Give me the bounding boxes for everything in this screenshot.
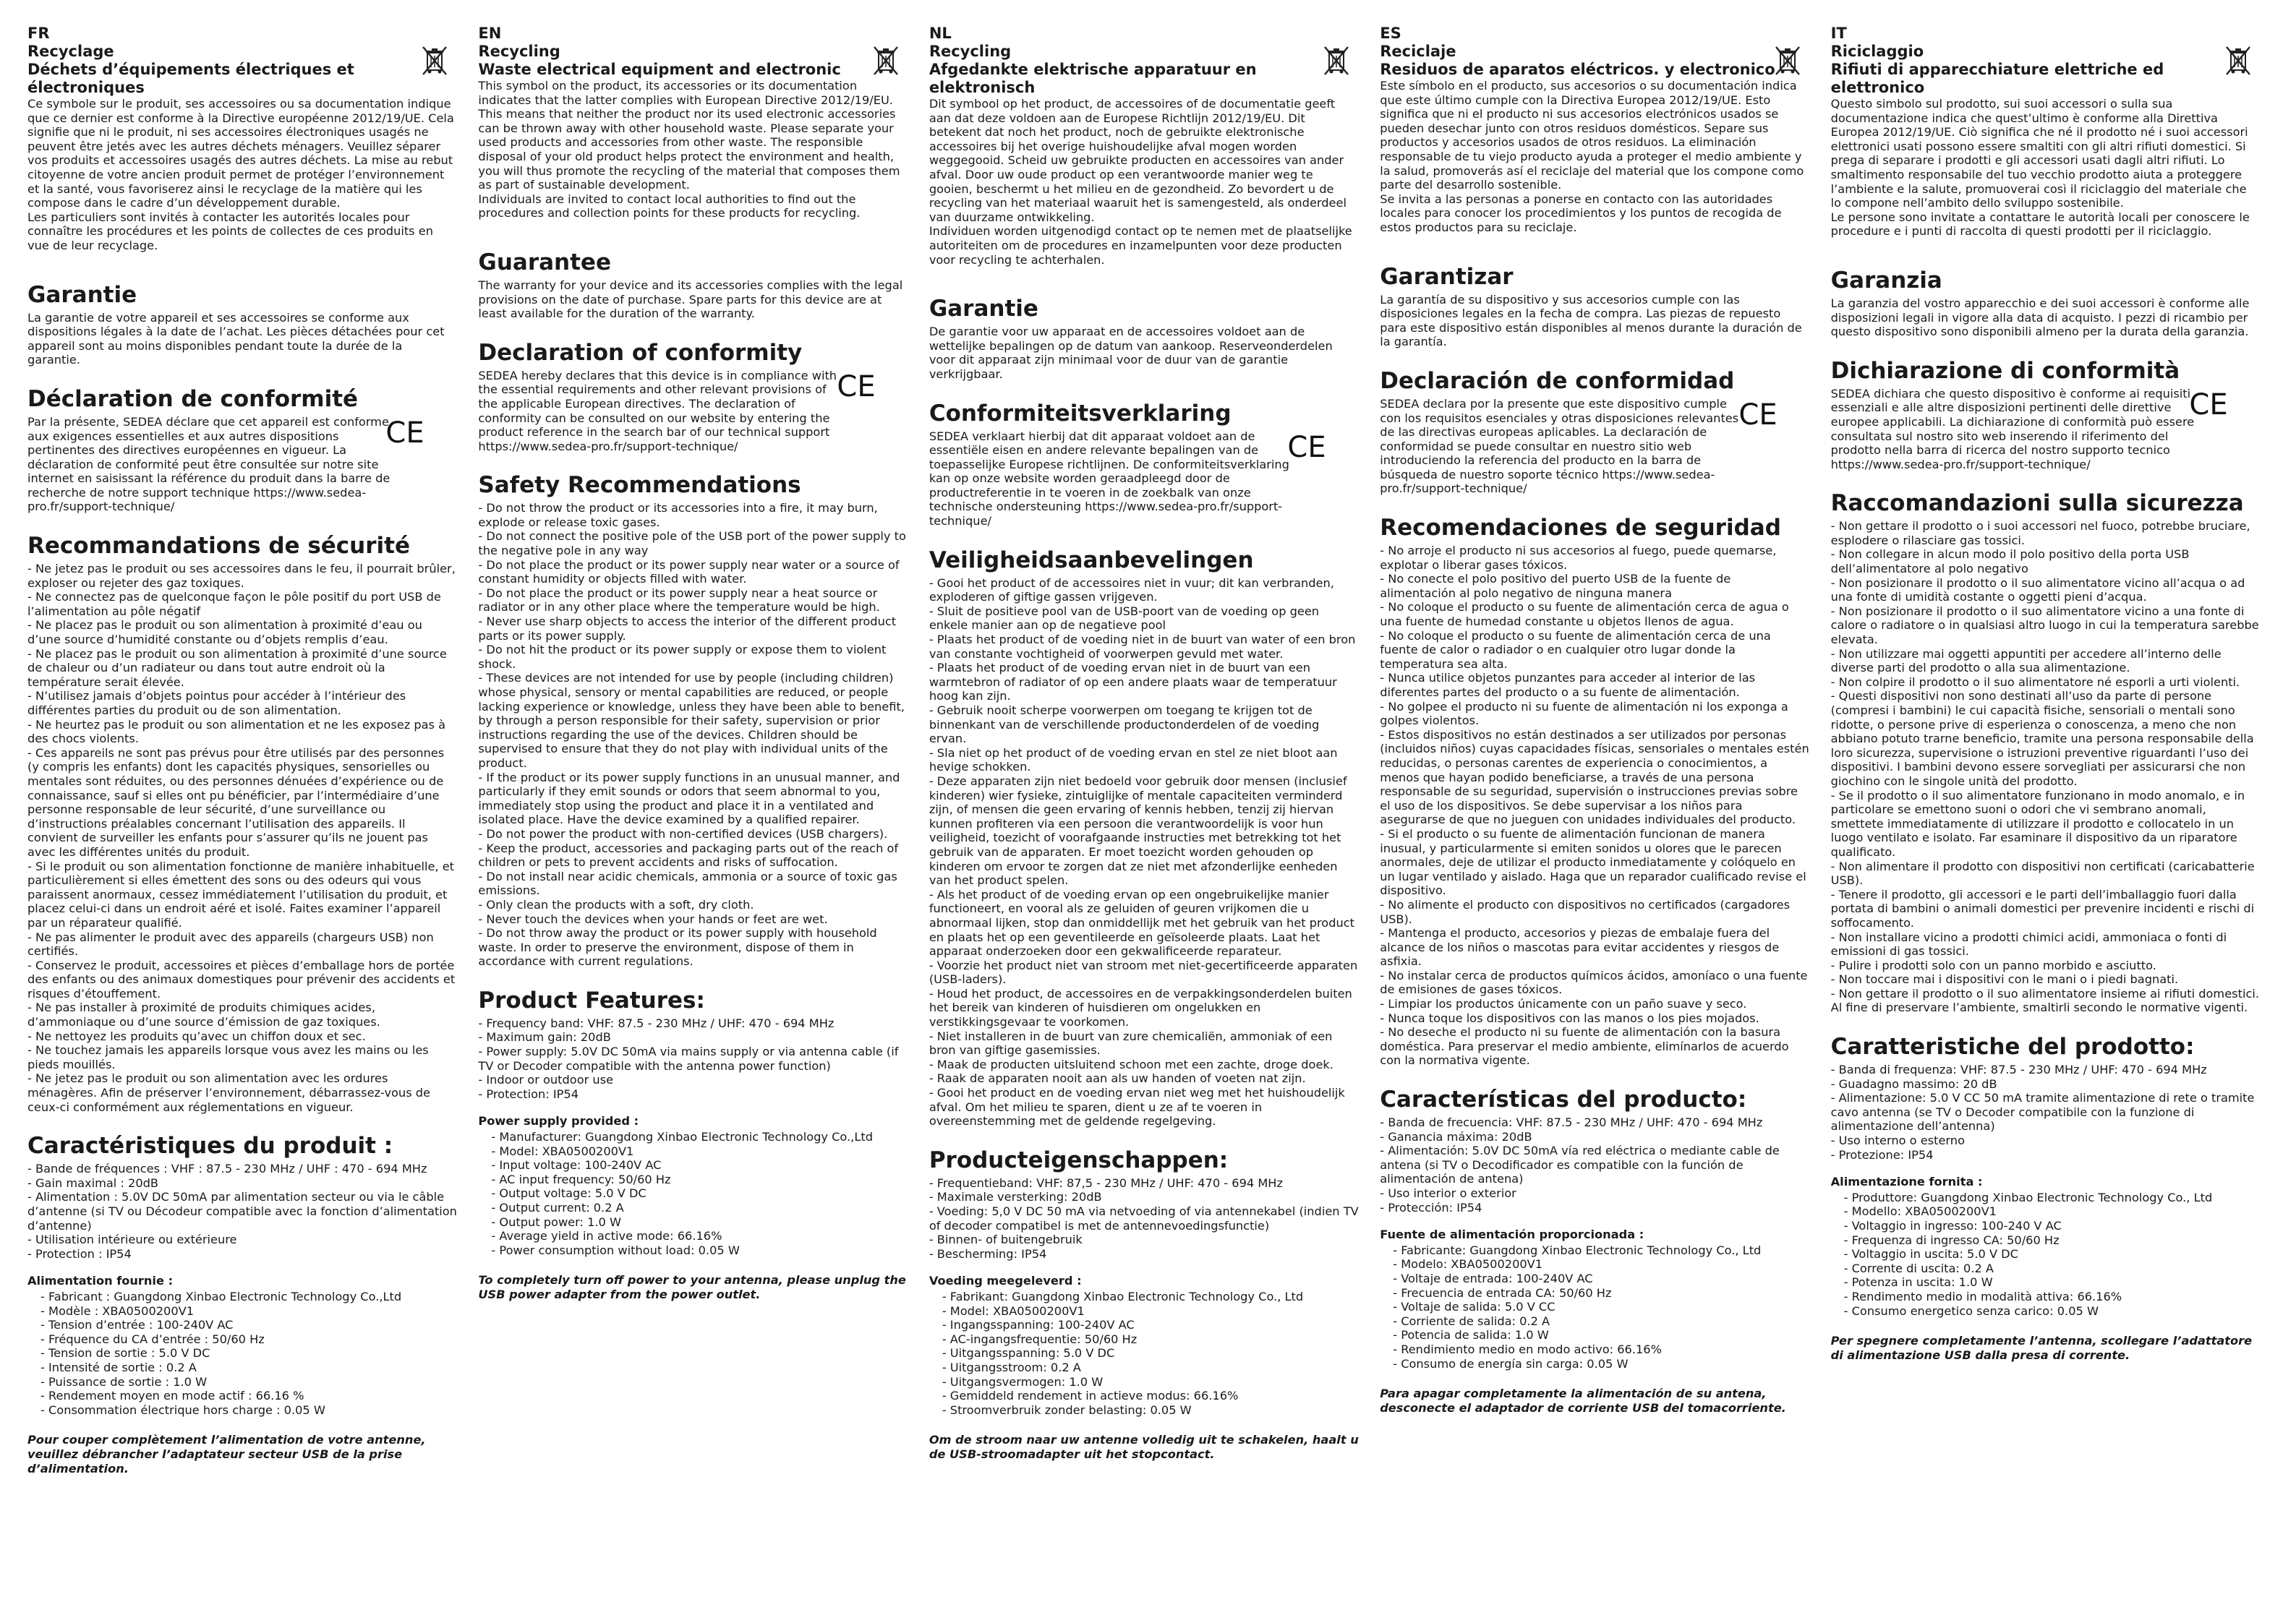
list-item: - Ne pas installer à proximité de produits chimiques acides, d’ammoniaque ou d’une source d’émission de gaz toxiques. (27, 1001, 380, 1029)
list-item: - Intensité de sortie : 0.2 A (40, 1360, 197, 1374)
guarantee-text: La garantie de votre appareil et ses accessoires se conforme aux dispositions légales à la date de l’achat. Les pièces détachées pour cet appareil sont au moins disponibles pendant toute la durée de la garantie. (27, 310, 445, 367)
features-list (1831, 1063, 2261, 1162)
language-code: FR (27, 25, 50, 42)
list-item: - Protection : IP54 (27, 1246, 132, 1261)
list-item: - Deze apparaten zijn niet bedoeld voor gebruik door mensen (inclusief kinderen) wier fysieke, zintuiglijke of mentale capaciteiten verminderd zijn, of mensen die geen ervaring of kennis hebben, tenzij zij hiervan kunnen profiteren via een persoon die verantwoordelijk is voor hun veiligheid, toezicht of voorafgaande instructies met betrekking tot het gebruik van de apparaten. Er moet toezicht worden gehouden op kinderen om ervoor te zorgen dat ze niet met afzonderlijke eenheden van het product spelen. (929, 774, 1347, 888)
language-column-es (1380, 25, 1830, 1619)
list-item: - Corrente di uscita: 0.2 A (1843, 1261, 1994, 1275)
list-item: - Input voltage: 100-240V AC (491, 1158, 662, 1173)
guarantee-text: La garanzia del vostro apparecchio e dei suoi accessori è conforme alle disposizioni legali in vigore alla data di acquisto. I pezzi di ricambio per questo dispositivo sono disponibili almeno per la durata della garanzia. (1830, 296, 2250, 339)
crossed-bin-icon (421, 45, 448, 77)
guarantee-text: The warranty for your device and its accessories complies with the legal provisions on the date of purchase. Spare parts for this device are at least available for the duration of the warranty. (478, 278, 903, 321)
list-item: - Gooi het product of de accessoires niet in vuur; dit kan verbranden, exploderen of giftige gassen vrijgeven. (929, 575, 1334, 604)
list-item: - Stroomverbruik zonder belasting: 0.05 W (942, 1403, 1192, 1417)
ce-mark-text: CE (837, 369, 876, 402)
conformity-text: SEDEA hereby declares that this device is in compliance with the essential requirements and other relevant provisions of the applicable European directives. The declaration of conformity can be consulted on our website by entering the product reference in the search bar of our technical support https://www.sedea-pro.fr/support-technique/ (478, 368, 837, 453)
recycling-text: Questo simbolo sul prodotto, sui suoi accessori o sulla sua documentazione indica che quest’ultimo è conforme alla Direttiva Europea 2012/19/UE. Ciò significa che né il prodotto né i suoi accessori elettronici usati possono essere smaltiti con gli altri rifiuti domestici. Si prega di separare i prodotti e gli accessori usati dagli altri rifiuti. Lo smaltimento responsabile del tuo vecchio prodotto aiuta a proteggere l’ambiente e la salute, promuoverai così il riciclaggio del materiale che lo compone nell’ambito dello sviluppo sostenibile. (1830, 97, 2248, 210)
list-item: - Voltaggio in uscita: 5.0 V DC (1843, 1247, 2018, 1262)
list-item: - Ne heurtez pas le produit ou son alimentation et ne les exposez pas à des chocs violents. (27, 717, 446, 746)
safety-list (478, 501, 908, 969)
power-off-note: Para apagar completamente la alimentación de su antena, desconecte el adaptador de corriente USB del tomacorriente. (1380, 1387, 1786, 1415)
power-off-note: Pour couper complètement l’alimentation de votre antenne, veuillez débrancher l’adaptateur secteur USB de la prise d’alimentation. (27, 1433, 426, 1476)
safety-list (1380, 544, 1809, 1068)
list-item: - No golpee el producto ni su fuente de alimentación ni los exponga a golpes violentos. (1380, 699, 1788, 728)
conformity-title: Declaración de conformidad (1380, 367, 1735, 394)
conformity-text: Par la présente, SEDEA déclare que cet appareil est conforme aux exigences essentielles et aux autres dispositions pertinentes des directives européennes en vigueur. La déclaration de conformité peut être consultée sur notre site internet en saisissant la référence du produit dans la barre de recherche de notre support technique https://www.sedea-pro.fr/support-technique/ (27, 414, 391, 514)
conformity-text: SEDEA dichiara che questo dispositivo è conforme ai requisiti essenziali e alle altre disposizioni pertinenti delle direttive europee applicabili. La dichiarazione di conformità può essere consultata sul nostro sito web inserendo il riferimento del prodotto nella barra di ricerca del nostro supporto tecnico https://www.sedea-pro.fr/support-technique/ (1830, 386, 2195, 471)
list-item: - Ganancia máxima: 20dB (1380, 1129, 1532, 1144)
list-item: - Voeding: 5,0 V DC 50 mA via netvoeding of via antennekabel (indien TV of decoder compatibel is met de antennevoedingsfunctie) (929, 1204, 1359, 1233)
recycling-subtitle: Déchets d’équipements électriques et électroniques (27, 61, 354, 96)
list-item: - Corriente de salida: 0.2 A (1393, 1314, 1550, 1328)
list-item: - Raak de apparaten nooit aan als uw handen of voeten nat zijn. (929, 1071, 1306, 1086)
power-off-note: Per spegnere completamente l’antenna, scollegare l’adattatore di alimentazione USB dalla presa di corrente. (1830, 1334, 2253, 1362)
list-item: - Guadagno massimo: 20 dB (1830, 1076, 1997, 1091)
ce-mark-text: CE (2189, 387, 2228, 420)
guarantee-title: Garantie (27, 281, 137, 308)
power-supply-title: Alimentazione fornita : (1830, 1175, 1983, 1189)
recycling-subtitle: Rifiuti di apparecchiature elettriche ed elettronico (1830, 61, 2164, 96)
ce-mark-icon (1735, 398, 1781, 430)
power-supply-title: Voeding meegeleverd : (929, 1274, 1082, 1288)
list-item: - Non alimentare il prodotto con dispositivi non certificati (caricabatterie USB). (1830, 859, 2255, 888)
list-item: - Voorzie het product niet van stroom met niet-gecertificeerde apparaten (USB-laders). (929, 958, 1358, 987)
crossed-bin-icon (2224, 45, 2252, 77)
safety-title: Raccomandazioni sulla sicurezza (1830, 490, 2244, 517)
power-supply-title: Power supply provided : (478, 1114, 639, 1129)
recycling-title: Recycling (478, 43, 560, 60)
power-supply-list (1380, 1243, 1809, 1371)
features-list (27, 1162, 457, 1261)
guarantee-title: Garantizar (1380, 263, 1514, 290)
list-item: - Manufacturer: Guangdong Xinbao Electronic Technology Co.,Ltd (491, 1130, 873, 1144)
list-item: - Fabricante: Guangdong Xinbao Electronic Technology Co., Ltd (1393, 1243, 1762, 1257)
recycling-text: Ce symbole sur le produit, ses accessoires ou sa documentation indique que ce dernier est conforme à la Directive européenne 2012/19/UE. Cela signifie que ni le produit, ni ses accessoires électroniques usagés ne peuvent être jetés avec les autres déchets ménagers. Veuillez séparer vos produits et accessoires usagés des autres déchets. La mise au rebut citoyenne de votre ancien produit permet de protéger l’environnement et la santé, vous favoriserez ainsi le recyclage de la matière qui les compose dans le cadre d’un développement durable. (27, 97, 454, 210)
recycling-text-2: Se invita a las personas a ponerse en contacto con las autoridades locales para conocer los procedimientos y los puntos de recogida de estos productos para su reciclaje. (1380, 192, 1782, 234)
ce-mark-text: CE (1738, 398, 1778, 430)
list-item: - Plaats het product of de voeding ervan niet in de buurt van een warmtebron of radiator of op een andere plaats waar de temperatuur hoog kan zijn. (929, 661, 1337, 703)
ce-mark-icon (1284, 431, 1330, 463)
list-item: - Ne jetez pas le produit ou ses accessoires dans le feu, il pourrait brûler, exploser ou rejeter des gaz toxiques. (27, 562, 456, 590)
list-item: - Rendimento medio in modalità attiva: 66.16% (1843, 1289, 2122, 1303)
list-item: - Modello: XBA0500200V1 (1843, 1204, 1997, 1219)
list-item: - Voltaje de entrada: 100-240V AC (1393, 1271, 1593, 1285)
language-code: EN (478, 25, 502, 42)
power-supply-list (1831, 1191, 2261, 1318)
list-item: - Tenere il prodotto, gli accessori e le parti dell’imballaggio fuori dalla portata di bambini o animali domestici per prevenire incidenti e rischi di soffocamento. (1830, 887, 2255, 930)
power-supply-list (478, 1130, 908, 1257)
list-item: - Do not throw away the product or its power supply with household waste. In order to preserve the environment, dispose of them in accordance with current regulations. (478, 926, 877, 969)
language-code: NL (929, 25, 952, 42)
recycling-subtitle: Afgedankte elektrische apparatuur en elektronisch (929, 61, 1257, 96)
conformity-title: Conformiteitsverklaring (929, 400, 1232, 427)
list-item: - Frequency band: VHF: 87.5 - 230 MHz / UHF: 470 - 694 MHz (478, 1016, 835, 1030)
ce-mark-text: CE (385, 416, 425, 448)
list-item: - Non gettare il prodotto o il suo alimentatore insieme ai rifiuti domestici. Al fine di preservare l’ambiente, smaltirli secondo le normative vigenti. (1830, 986, 2259, 1015)
safety-list (27, 562, 457, 1114)
list-item: - Gooi het product en de voeding ervan niet weg met het huishoudelijk afval. Om het milieu te sparen, dient u ze af te voeren in overeenstemming met de geldende regelgeving. (929, 1086, 1345, 1129)
features-title: Caratteristiche del prodotto: (1830, 1034, 2195, 1061)
list-item: - Protection: IP54 (478, 1087, 579, 1101)
list-item: - Protezione: IP54 (1830, 1147, 1934, 1162)
conformity-title: Declaration of conformity (478, 339, 803, 366)
list-item: - If the product or its power supply functions in an unusual manner, and particularly if they emit sounds or odors that seem abnormal to you, immediately stop using the product and place it in a ventilated and isolated place. Have the device examined by a qualified repairer. (478, 770, 900, 827)
language-column-nl (929, 25, 1379, 1619)
list-item: - Gemiddeld rendement in actieve modus: 66.16% (942, 1389, 1239, 1403)
safety-title: Recomendaciones de seguridad (1380, 515, 1781, 541)
list-item: - Ingangsspanning: 100-240V AC (942, 1318, 1135, 1332)
list-item: - Uitgangsstroom: 0.2 A (942, 1360, 1081, 1374)
list-item: - Frequenza di ingresso CA: 50/60 Hz (1843, 1233, 2060, 1247)
list-item: - Ne placez pas le produit ou son alimentation à proximité d’eau ou d’une source d’humidité constante ou d’objets remplis d’eau. (27, 618, 422, 647)
features-title: Características del producto: (1380, 1087, 1747, 1113)
features-list (1380, 1115, 1809, 1215)
list-item: - Do not throw the product or its accessories into a fire, it may burn, explode or release toxic gases. (478, 501, 878, 529)
list-item: - Never use sharp objects to access the interior of the different product parts or its power supply. (478, 614, 897, 643)
list-item: - Se il prodotto o il suo alimentatore funzionano in modo anomalo, e in particolare se emettono suoni o odori che vi sembrano anomali, smettete immediatamente di utilizzare il prodotto e collocatelo in un luogo ventilato e isolato. Far esaminare il dispositivo da un riparatore qualificato. (1830, 788, 2245, 859)
list-item: - Sluit de positieve pool van de USB-poort van de voeding op geen enkele manier aan op de negatieve pool (929, 604, 1320, 633)
list-item: - These devices are not intended for use by people (including children) whose physical, sensory or mental capabilities are reduced, or people lacking experience or knowledge, unless they have been able to benefit, by through a person responsible for their safety, supervision or prior instructions regarding the use of the devices. Children should be supervised to ensure that they do not play with individual units of the product. (478, 671, 905, 770)
recycling-text: Este símbolo en el producto, sus accesorios o su documentación indica que este último cumple con la Directiva Europea 2012/19/UE. Esto significa que ni el producto ni sus accesorios electrónicos usados se pueden desechar junto con otros residuos domésticos. Separe sus productos y accesorios usados de otros residuos. La eliminación responsable de tu viejo producto ayuda a proteger el medio ambiente y la salud, promoverás así el reciclaje del material que los compone como parte del desarrollo sostenible. (1380, 79, 1804, 192)
list-item: - No arroje el producto ni sus accesorios al fuego, puede quemarse, explotar o liberar gases tóxicos. (1380, 544, 1777, 572)
list-item: - Mantenga el producto, accesorios y piezas de embalaje fuera del alcance de los niños o mascotas para evitar accidentes y riesgos de asfixia. (1380, 926, 1780, 969)
recycling-text: This symbol on the product, its accessories or its documentation indicates that the latter complies with European Directive 2012/19/EU. This means that neither the product nor its used electronic accessories can be thrown away with other household waste. Please separate your used products and accessories from other waste. The responsible disposal of your old product helps protect the environment and health, you will thus promote the recycling of the material that composes them as part of sustainable development. (478, 79, 900, 192)
guarantee-title: Garantie (929, 296, 1038, 322)
recycling-text-2: Les particuliers sont invités à contacter les autorités locales pour connaître les procédures et les points de collectes de ces produits en vue de leur recyclage. (27, 210, 433, 252)
list-item: - Estos dispositivos no están destinados a ser utilizados por personas (incluidos niños) cuyas capacidades físicas, sensoriales o mentales estén reducidas, o personas carentes de experiencia o conocimientos, a menos que hayan podido beneficiarse, a través de una persona responsable de su seguridad, supervisión o instrucciones previas sobre el uso de los dispositivos. Se debe supervisar a los niños para asegurarse de que no jueguen con unidades individuales del producto. (1380, 727, 1809, 827)
list-item: - Plaats het product of de voeding niet in de buurt van water of een bron van constante vochtigheid of voorwerpen gevuld met water. (929, 633, 1356, 661)
list-item: - Fabricant : Guangdong Xinbao Electronic Technology Co.,Ltd (40, 1289, 402, 1303)
list-item: - Modelo: XBA0500200V1 (1393, 1257, 1543, 1272)
features-title: Product Features: (478, 987, 705, 1014)
power-supply-list (27, 1290, 457, 1417)
list-item: - Bande de fréquences : VHF : 87.5 - 230 MHz / UHF : 470 - 694 MHz (27, 1162, 427, 1176)
list-item: - Questi dispositivi non sono destinati all’uso da parte di persone (compresi i bambini) le cui capacità fisiche, sensoriali o mentali sono ridotte, o persone prive di esperienza o conoscenza, a meno che non abbiano potuto trarne beneficio, tramite una persona responsabile della loro sicurezza, supervisione o istruzioni preventive riguardanti l’uso dei dispositivi. I bambini devono essere sorvegliati per assicurarsi che non giochino con le singole unità del prodotto. (1830, 689, 2254, 788)
list-item: - Average yield in active mode: 66.16% (491, 1229, 722, 1243)
conformity-section (929, 401, 1359, 528)
language-column-fr (27, 25, 477, 1619)
list-item: - Do not power the product with non-certified devices (USB chargers). (478, 826, 888, 841)
list-item: - Banda di frequenza: VHF: 87.5 - 230 MHz / UHF: 470 - 694 MHz (1830, 1063, 2207, 1077)
list-item: - Houd het product, de accessoires en de verpakkingsonderdelen buiten het bereik van kinderen of huisdieren om ongelukken en verstikkingsgevaar te voorkomen. (929, 986, 1352, 1029)
list-item: - Frecuencia de entrada CA: 50/60 Hz (1393, 1285, 1612, 1300)
ce-mark-icon (833, 370, 879, 402)
safety-list (929, 576, 1359, 1129)
list-item: - Ces appareils ne sont pas prévus pour être utilisés par des personnes (y compris les enfants) dont les capacités physiques, sensorielles ou mentales sont réduites, ou des personnes dénuées d’expérience ou de connaissance, sauf si elles ont pu bénéficier, par l’intermédiaire d’une personne responsable de leur sécurité, d’une surveillance ou d’instructions préalables concernant l’utilisation des appareils. Il convient de surveiller les enfants pour s’assurer qu’ils ne jouent pas avec les différentes unités du produit. (27, 745, 445, 859)
conformity-section (1380, 368, 1809, 496)
crossed-bin-icon (872, 45, 900, 77)
list-item: - Ne pas alimenter le produit avec des appareils (chargeurs USB) non certifiés. (27, 930, 434, 959)
safety-list (1831, 519, 2261, 1015)
list-item: - Ne nettoyez les produits qu’avec un chiffon doux et sec. (27, 1029, 366, 1043)
list-item: - Never touch the devices when your hands or feet are wet. (478, 912, 828, 926)
list-item: - Puissance de sortie : 1.0 W (40, 1374, 208, 1389)
features-list (478, 1016, 908, 1102)
list-item: - Sla niet op het product of de voeding ervan en stel ze niet bloot aan hevige schokken. (929, 745, 1338, 774)
list-item: - Do not connect the positive pole of the USB port of the power supply to the negative pole in any way (478, 529, 906, 558)
list-item: - Utilisation intérieure ou extérieure (27, 1233, 237, 1247)
recycling-text-2: Individuen worden uitgenodigd contact op te nemen met de plaatselijke autoriteiten om de procedures en inzamelpunten voor deze producten voor recycling te achterhalen. (929, 224, 1352, 267)
power-supply-title: Fuente de alimentación proporcionada : (1380, 1228, 1644, 1242)
list-item: - Rendement moyen en mode actif : 66.16 % (40, 1389, 304, 1403)
list-item: - Protección: IP54 (1380, 1200, 1482, 1215)
list-item: - Banda de frecuencia: VHF: 87.5 - 230 MHz / UHF: 470 - 694 MHz (1380, 1115, 1763, 1130)
list-item: - Frequentieband: VHF: 87,5 - 230 MHz / UHF: 470 - 694 MHz (929, 1176, 1283, 1190)
list-item: - Maximale versterking: 20dB (929, 1190, 1102, 1204)
list-item: - Niet installeren in de buurt van zure chemicaliën, ammoniak of een bron van giftige gasemissies. (929, 1029, 1333, 1058)
recycling-title: Reciclaje (1380, 43, 1456, 60)
safety-title: Recommandations de sécurité (27, 533, 411, 560)
safety-title: Veiligheidsaanbevelingen (929, 547, 1254, 573)
recycling-title: Riciclaggio (1830, 43, 1924, 60)
list-item: - Output voltage: 5.0 V DC (491, 1186, 646, 1201)
conformity-section (478, 340, 908, 454)
list-item: - No conecte el polo positivo del puerto USB de la fuente de alimentación al polo negativo de ninguna manera (1380, 572, 1731, 600)
list-item: - No coloque el producto o su fuente de alimentación cerca de agua o una fuente de humedad constante u objetos llenos de agua. (1380, 600, 1789, 629)
list-item: - Fréquence du CA d’entrée : 50/60 Hz (40, 1332, 265, 1346)
list-item: - Modèle : XBA0500200V1 (40, 1303, 195, 1318)
list-item: - Do not hit the product or its power supply or expose them to violent shock. (478, 643, 887, 671)
list-item: - Tension de sortie : 5.0 V DC (40, 1346, 210, 1361)
list-item: - Consumo energetico senza carico: 0.05 W (1843, 1303, 2099, 1318)
list-item: - Uitgangsvermogen: 1.0 W (942, 1374, 1104, 1389)
list-item: - Als het product of de voeding ervan op een ongebruikelijke manier functioneert, en vooral als ze geluiden of geuren vrijkomen die u abnormaal lijken, stop dan onmiddellijk met het gebruik van het product en plaats het op een geventileerde en geïsoleerde plaats. Laat het apparaat onderzoeken door een gekwalificeerde reparateur. (929, 887, 1354, 959)
list-item: - Only clean the products with a soft, dry cloth. (478, 897, 754, 912)
list-item: - Power consumption without load: 0.05 W (491, 1243, 740, 1257)
list-item: - Bescherming: IP54 (929, 1246, 1047, 1261)
recycling-text-2: Le persone sono invitate a contattare le autorità locali per conoscere le procedure e i punti di raccolta di questi prodotti per il riciclaggio. (1830, 210, 2250, 239)
list-item: - Alimentazione: 5.0 V CC 50 mA tramite alimentazione di rete o tramite cavo antenna (se TV o Decoder compatibile con la funzione di alimentazione dell’antenna) (1830, 1091, 2255, 1134)
list-item: - Keep the product, accessories and packaging parts out of the reach of children or pets to prevent accidents and risks of suffocation. (478, 841, 899, 870)
list-item: - Uso interno o esterno (1830, 1134, 1965, 1148)
list-item: - Ne connectez pas de quelconque façon le pôle positif du port USB de l’alimentation au pôle négatif (27, 590, 441, 618)
list-item: - Output current: 0.2 A (491, 1201, 624, 1215)
ce-mark-icon (382, 416, 428, 448)
list-item: - Do not place the product or its power supply near a heat source or radiator or in any other place where the temperature would be high. (478, 586, 880, 614)
list-item: - Nunca toque los dispositivos con las manos o los pies mojados. (1380, 1011, 1759, 1025)
power-supply-list (929, 1290, 1359, 1417)
power-off-note: Om de stroom naar uw antenne volledig uit te schakelen, haalt u de USB-stroomadapter uit het stopcontact. (929, 1433, 1359, 1461)
list-item: - Maak de producten uitsluitend schoon met een zachte, droge doek. (929, 1057, 1333, 1071)
list-item: - Do not place the product or its power supply near water or a source of constant humidity or objects filled with water. (478, 557, 900, 586)
recycling-subtitle: Residuos de aparatos eléctricos. y electronico (1380, 61, 1775, 78)
features-title: Caractéristiques du produit : (27, 1133, 393, 1160)
list-item: - Si le produit ou son alimentation fonctionne de manière inhabituelle, et particulièrement si elles émettent des sons ou des odeurs qui vous paraissent anormaux, cessez immédiatement l’utilisation du produit, et placez celui-ci dans un endroit aéré et isolé. Faites examiner l’appareil par un réparateur qualifié. (27, 859, 455, 930)
list-item: - Non posizionare il prodotto o il suo alimentatore vicino all’acqua o ad una fonte di umidità costante o oggetti pieni d’acqua. (1830, 575, 2245, 604)
list-item: - Non colpire il prodotto o il suo alimentatore né esporli a urti violenti. (1830, 675, 2240, 689)
list-item: - Si el producto o su fuente de alimentación funcionan de manera inusual, y particularmente si emiten sonidos u olores que le parecen anormales, deje de utilizar el producto inmediatamente y colóquelo en un lugar ventilado y aislado. Haga que un reparador cualificado revise el dispositivo. (1380, 826, 1806, 898)
list-item: - Alimentation : 5.0V DC 50mA par alimentation secteur ou via le câble d’antenne (si TV ou Décodeur compatible avec la fonction d’alimentation d’antenne) (27, 1190, 457, 1233)
list-item: - Ne placez pas le produit ou son alimentation à proximité d’une source de chaleur ou d’un radiateur ou dans tout autre endroit où la température serait élevée. (27, 646, 447, 689)
list-item: - Non installare vicino a prodotti chimici acidi, ammoniaca o fonti di emissioni di gas tossici. (1830, 930, 2227, 959)
power-off-note: To completely turn off power to your antenna, please unplug the USB power adapter from the power outlet. (478, 1273, 906, 1301)
conformity-title: Déclaration de conformité (27, 385, 359, 412)
list-item: - Uso interior o exterior (1380, 1186, 1516, 1200)
list-item: - Produttore: Guangdong Xinbao Electronic Technology Co., Ltd (1843, 1190, 2213, 1204)
crossed-bin-icon (1323, 45, 1350, 77)
conformity-section (1831, 358, 2261, 472)
ce-mark-text: CE (1287, 430, 1326, 463)
list-item: - Gebruik nooit scherpe voorwerpen om toegang te krijgen tot de binnenkant van de verschillende productonderdelen of de voeding ervan. (929, 703, 1320, 746)
conformity-section (27, 386, 457, 514)
list-item: - AC input frequency: 50/60 Hz (491, 1172, 671, 1186)
list-item: - Tension d’entrée : 100-240V AC (40, 1318, 234, 1332)
list-item: - No instalar cerca de productos químicos ácidos, amoníaco o una fuente de emisiones de gases tóxicos. (1380, 968, 1808, 997)
guarantee-title: Garanzia (1830, 267, 1942, 294)
list-item: - Conservez le produit, accessoires et pièces d’emballage hors de portée des enfants ou des animaux domestiques pour prévenir des accidents et risques d’étouffement. (27, 958, 456, 1001)
list-item: - Consumo de energía sin carga: 0.05 W (1393, 1356, 1629, 1371)
guarantee-text: La garantía de su dispositivo y sus accesorios cumple con las disposiciones legales en la fecha de compra. Las piezas de repuesto para este dispositivo están disponibles al menos durante la duración de la garantía. (1380, 292, 1802, 349)
language-column-en (478, 25, 928, 1619)
list-item: - No deseche el producto ni su fuente de alimentación con la basura doméstica. Para preservar el medio ambiente, elimínarlos de acuerdo con la normativa vigente. (1380, 1025, 1789, 1068)
safety-title: Safety Recommendations (478, 472, 801, 499)
conformity-title: Dichiarazione di conformità (1830, 357, 2180, 384)
list-item: - Rendimiento medio en modo activo: 66.16% (1393, 1342, 1662, 1356)
list-item: - Non posizionare il prodotto o il suo alimentatore vicino a una fonte di calore o radiatore o in qualsiasi altro luogo in cui la temperatura sarebbe elevata. (1830, 604, 2259, 647)
features-list (929, 1176, 1359, 1262)
list-item: - Ne touchez jamais les appareils lorsque vous avez les mains ou les pieds mouillés. (27, 1043, 429, 1071)
list-item: - Gain maximal : 20dB (27, 1176, 159, 1190)
recycling-text: Dit symbool op het product, de accessoires of de documentatie geeft aan dat deze voldoen aan de Europese Richtlijn 2012/19/EU. Dit betekent dat noch het product, noch de gebruikte elektronische accessoires bij het overige huishoudelijke afval mogen worden weggegooid. Scheid uw gebruikte producten en accessoires van ander afval. Door uw oude product op een verantwoorde manier weg te gooien, beschermt u het milieu en de gezondheid. Zo bevordert u de recycling van het materiaal waaruit het is samengesteld, als onderdeel van duurzame ontwikkeling. (929, 97, 1347, 224)
list-item: - Nunca utilice objetos punzantes para acceder al interior de las diferentes partes del producto o a su fuente de alimentación. (1380, 671, 1756, 699)
list-item: - Potencia de salida: 1.0 W (1393, 1328, 1549, 1342)
conformity-text: SEDEA declara por la presente que este dispositivo cumple con los requisitos esenciales y otras disposiciones relevantes de las directivas europeas aplicables. La declaración de conformidad se puede consultar en nuestro sitio web introduciendo la referencia del producto en la barra de búsqueda de nuestro soporte técnico https://www.sedea-pro.fr/support-technique/ (1380, 396, 1739, 496)
list-item: - Model: XBA0500200V1 (491, 1144, 634, 1158)
list-item: - Uitgangsspanning: 5.0 V DC (942, 1346, 1115, 1361)
list-item: - N’utilisez jamais d’objets pointus pour accéder à l’intérieur des différentes parties du produit ou de son alimentation. (27, 689, 406, 717)
list-item: - Fabrikant: Guangdong Xinbao Electronic Technology Co., Ltd (942, 1289, 1304, 1303)
power-supply-title: Alimentation fournie : (27, 1274, 174, 1288)
list-item: - Non collegare in alcun modo il polo positivo della porta USB dell’alimentatore al polo negativo (1830, 547, 2190, 576)
list-item: - Non utilizzare mai oggetti appuntiti per accedere all’interno delle diverse parti del prodotto o alla sua alimentazione. (1830, 646, 2222, 675)
language-column-it (1831, 25, 2281, 1619)
list-item: - Potenza in uscita: 1.0 W (1843, 1275, 1993, 1290)
list-item: - Ne jetez pas le produit ou son alimentation avec les ordures ménagères. Afin de préserver l’environnement, débarrassez-vous de ceux-ci conformément aux réglementations en vigueur. (27, 1071, 431, 1114)
recycling-subtitle: Waste electrical equipment and electronic (478, 61, 841, 78)
list-item: - Output power: 1.0 W (491, 1215, 622, 1229)
guarantee-title: Guarantee (478, 249, 611, 275)
list-item: - No alimente el producto con dispositivos no certificados (cargadores USB). (1380, 897, 1791, 926)
list-item: - Alimentación: 5.0V DC 50mA vía red eléctrica o mediante cable de antena (si TV o Decodificador es compatible con la función de alimentación de antena) (1380, 1144, 1780, 1186)
list-item: - Indoor or outdoor use (478, 1073, 614, 1087)
guarantee-text: De garantie voor uw apparaat en de accessoires voldoet aan de wettelijke bepalingen op de datum van aankoop. Reserveonderdelen voor dit apparaat zijn minimaal voor de duur van de garantie verkrijgbaar. (929, 325, 1333, 381)
list-item: - Do not install near acidic chemicals, ammonia or a source of toxic gas emissions. (478, 869, 897, 898)
ce-mark-icon (2185, 388, 2232, 420)
list-item: - No coloque el producto o su fuente de alimentación cerca de una fuente de calor o radiador o en cualquier otro lugar donde la temperatura sea alta. (1380, 628, 1771, 671)
list-item: - Voltaggio in ingresso: 100-240 V AC (1843, 1219, 2062, 1233)
language-code: IT (1830, 25, 1847, 42)
list-item: - Voltaje de salida: 5.0 V CC (1393, 1300, 1555, 1314)
conformity-text: SEDEA verklaart hierbij dat dit apparaat voldoet aan de essentiële eisen en andere relevante bepalingen van de toepasselijke Europese richtlijnen. De conformiteitsverklaring kan op onze website worden geraadpleegd door de productreferentie in te voeren in de zoekbalk van onze technische ondersteuning https://www.sedea-pro.fr/support-technique/ (929, 429, 1289, 528)
list-item: - Consommation électrique hors charge : 0.05 W (40, 1403, 325, 1417)
recycling-text-2: Individuals are invited to contact local authorities to find out the procedures and collection points for these products for recycling. (478, 192, 861, 220)
list-item: - Non gettare il prodotto o i suoi accessori nel fuoco, potrebbe bruciare, esplodere o rilasciare gas tossici. (1830, 519, 2250, 547)
list-item: - Binnen- of buitengebruik (929, 1233, 1083, 1247)
recycling-title: Recycling (929, 43, 1012, 60)
list-item: - AC-ingangsfrequentie: 50/60 Hz (942, 1332, 1138, 1346)
features-title: Producteigenschappen: (929, 1147, 1229, 1173)
list-item: - Non toccare mai i dispositivi con le mani o i piedi bagnati. (1830, 972, 2179, 987)
list-item: - Pulire i prodotti solo con un panno morbido e asciutto. (1830, 958, 2156, 972)
crossed-bin-icon (1774, 45, 1801, 77)
recycling-title: Recyclage (27, 43, 114, 60)
list-item: - Power supply: 5.0V DC 50mA via mains supply or via antenna cable (if TV or Decoder compatible with the antenna power function) (478, 1045, 899, 1073)
language-code: ES (1380, 25, 1401, 42)
list-item: - Maximum gain: 20dB (478, 1030, 611, 1045)
list-item: - Model: XBA0500200V1 (942, 1303, 1085, 1318)
list-item: - Limpiar los productos únicamente con un paño suave y seco. (1380, 997, 1747, 1011)
